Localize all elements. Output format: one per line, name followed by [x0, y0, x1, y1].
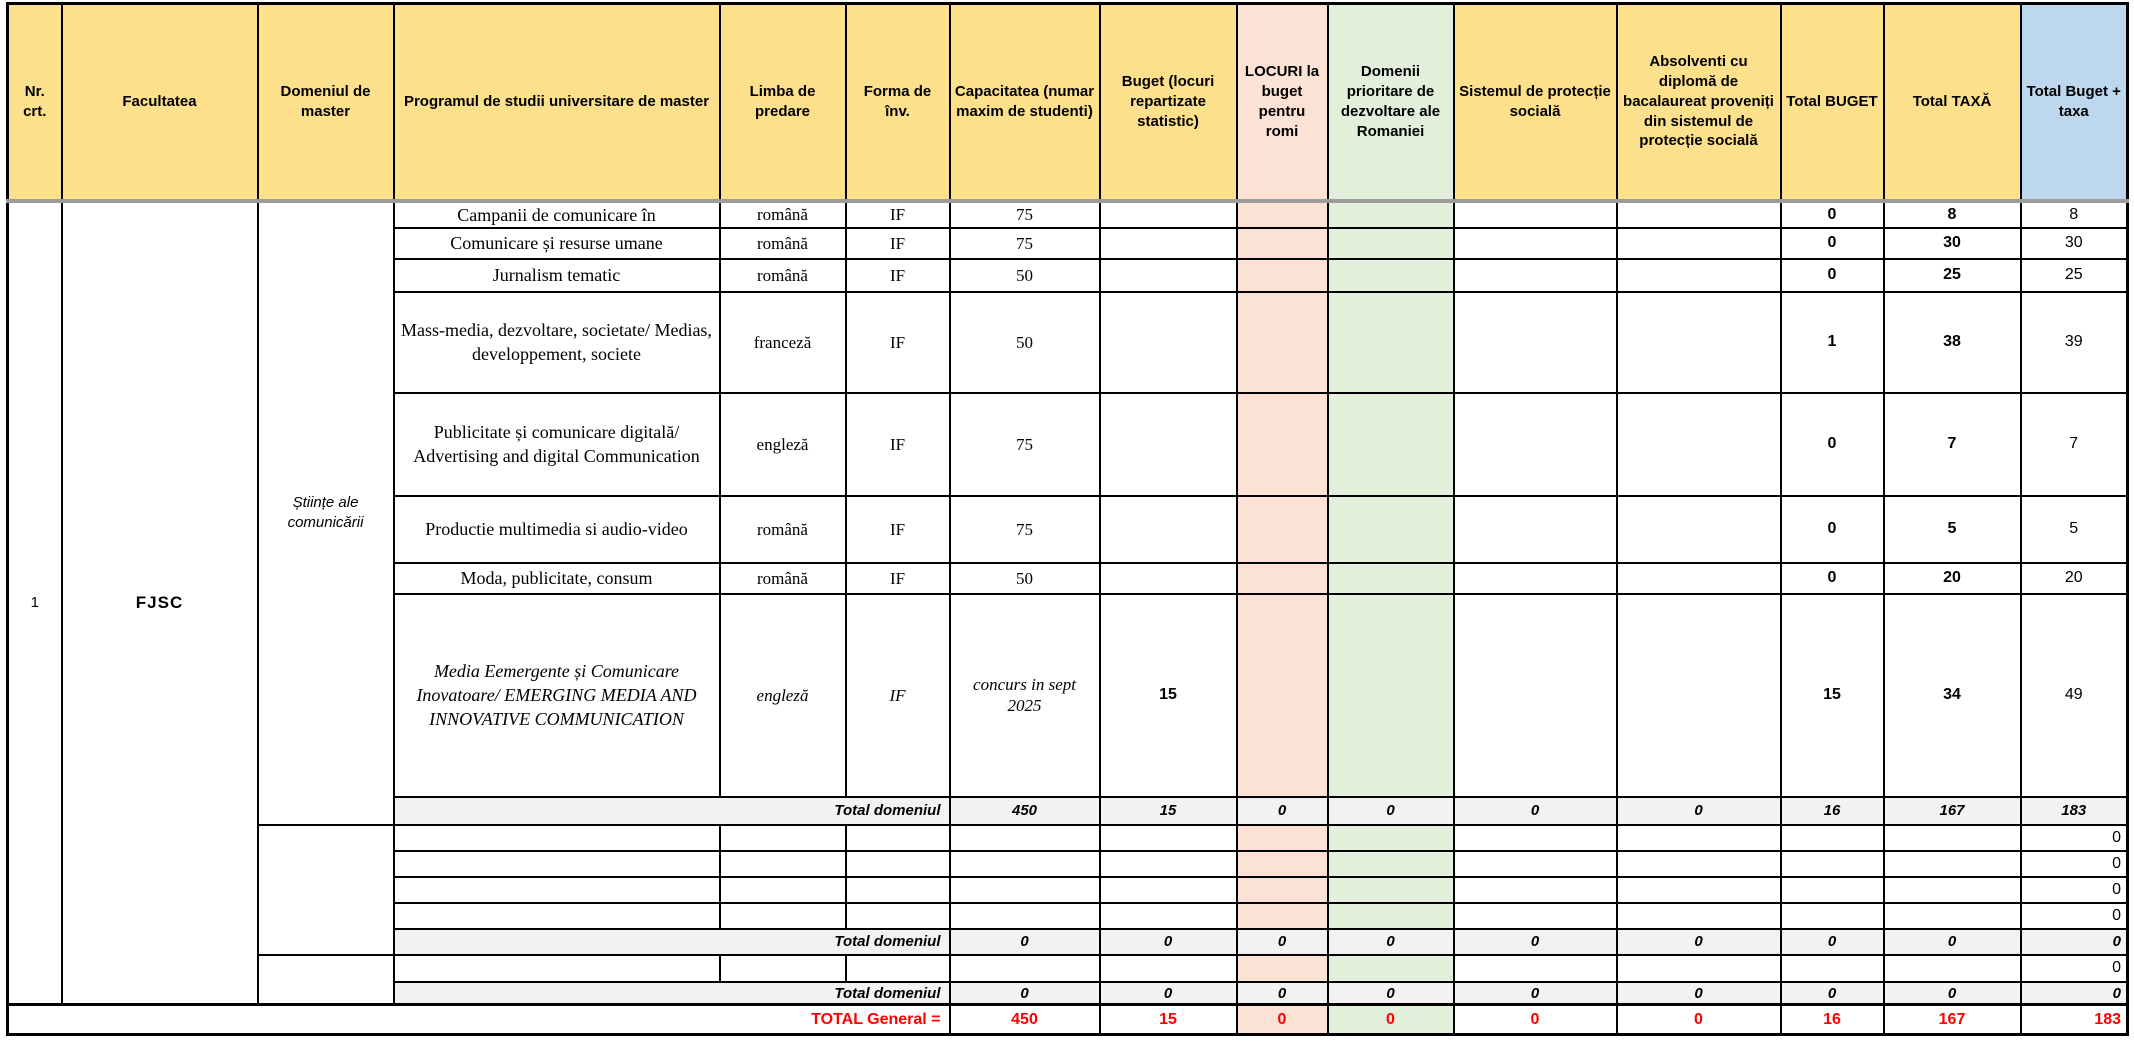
limba-cell[interactable]	[720, 877, 846, 903]
capacitate-cell[interactable]	[950, 903, 1100, 929]
program-cell[interactable]	[394, 851, 720, 877]
col-header-buget[interactable]: Buget (locuri repartizate statistic)	[1100, 4, 1237, 201]
forma-cell[interactable]: IF	[846, 292, 950, 393]
program-cell[interactable]: Jurnalism tematic	[394, 259, 720, 292]
absolventi-cell[interactable]	[1617, 228, 1781, 259]
total-buget-cell[interactable]: 0	[1781, 259, 1884, 292]
domeniu-cell[interactable]	[258, 825, 394, 955]
limba-cell[interactable]: română	[720, 228, 846, 259]
protectie-sociala-cell[interactable]	[1454, 228, 1617, 259]
program-row	[8, 201, 2128, 228]
total-buget-cell[interactable]	[1781, 825, 1884, 851]
col-header-facultatea[interactable]: Facultatea	[62, 4, 258, 201]
limba-cell[interactable]	[720, 851, 846, 877]
forma-cell[interactable]: IF	[846, 563, 950, 594]
protectie-sociala-cell[interactable]	[1454, 201, 1617, 228]
buget-cell[interactable]	[1100, 825, 1237, 851]
protectie-sociala-cell[interactable]	[1454, 496, 1617, 563]
total-buget-cell[interactable]: 0	[1781, 563, 1884, 594]
locuri-romi-cell[interactable]	[1237, 563, 1328, 594]
header-row	[8, 4, 2128, 201]
buget-cell[interactable]	[1100, 393, 1237, 496]
total-total-buget-cell[interactable]: 0	[1781, 982, 1884, 1005]
domenii-prioritare-cell[interactable]	[1328, 228, 1454, 259]
total-cell[interactable]: 0	[2021, 955, 2128, 982]
total-domeniul-label[interactable]: Total domeniul	[394, 929, 950, 955]
total-buget-col-cell[interactable]: 15	[1100, 797, 1237, 825]
total-protectie-cell[interactable]: 0	[1454, 982, 1617, 1005]
program-cell[interactable]	[394, 955, 720, 982]
domenii-prioritare-cell[interactable]	[1328, 496, 1454, 563]
total-taxa-cell[interactable]: 5	[1884, 496, 2021, 563]
protectie-sociala-cell[interactable]	[1454, 955, 1617, 982]
col-header-total-buget[interactable]: Total BUGET	[1781, 4, 1884, 201]
program-cell[interactable]	[394, 877, 720, 903]
domenii-prioritare-cell[interactable]	[1328, 851, 1454, 877]
forma-cell[interactable]	[846, 851, 950, 877]
buget-cell[interactable]	[1100, 228, 1237, 259]
total-buget-cell[interactable]: 1	[1781, 292, 1884, 393]
absolventi-cell[interactable]	[1617, 877, 1781, 903]
absolventi-cell[interactable]	[1617, 851, 1781, 877]
capacitate-cell[interactable]: 50	[950, 292, 1100, 393]
domenii-prioritare-cell[interactable]	[1328, 393, 1454, 496]
total-buget-cell[interactable]: 0	[1781, 228, 1884, 259]
total-capacitate-cell[interactable]: 450	[950, 797, 1100, 825]
total-taxa-cell[interactable]: 25	[1884, 259, 2021, 292]
domenii-prioritare-cell[interactable]	[1328, 201, 1454, 228]
locuri-romi-cell[interactable]	[1237, 201, 1328, 228]
total-total-buget-cell[interactable]: 0	[1781, 929, 1884, 955]
absolventi-cell[interactable]	[1617, 594, 1781, 797]
domeniu-cell[interactable]	[258, 955, 394, 1005]
locuri-romi-cell[interactable]	[1237, 851, 1328, 877]
protectie-sociala-cell[interactable]	[1454, 594, 1617, 797]
locuri-romi-cell[interactable]	[1237, 228, 1328, 259]
forma-cell[interactable]: IF	[846, 259, 950, 292]
total-cell[interactable]: 0	[2021, 903, 2128, 929]
total-taxa-cell[interactable]	[1884, 903, 2021, 929]
forma-cell[interactable]: IF	[846, 201, 950, 228]
limba-cell[interactable]: română	[720, 201, 846, 228]
absolventi-cell[interactable]	[1617, 563, 1781, 594]
total-buget-cell[interactable]: 0	[1781, 201, 1884, 228]
col-header-locuri-romi[interactable]: LOCURI la buget pentru romi	[1237, 4, 1328, 201]
domenii-prioritare-cell[interactable]	[1328, 563, 1454, 594]
grand-total-locuri-romi-cell[interactable]: 0	[1237, 1005, 1328, 1035]
total-locuri-romi-cell[interactable]: 0	[1237, 797, 1328, 825]
limba-cell[interactable]	[720, 903, 846, 929]
grand-total-row	[8, 1005, 2128, 1035]
protectie-sociala-cell[interactable]	[1454, 851, 1617, 877]
total-buget-cell[interactable]	[1781, 903, 1884, 929]
total-buget-cell[interactable]: 0	[1781, 496, 1884, 563]
total-domeniul-label[interactable]: Total domeniul	[394, 797, 950, 825]
limba-cell[interactable]	[720, 955, 846, 982]
absolventi-cell[interactable]	[1617, 825, 1781, 851]
limba-cell[interactable]: franceză	[720, 292, 846, 393]
total-cell[interactable]: 0	[2021, 825, 2128, 851]
buget-cell[interactable]	[1100, 259, 1237, 292]
facultatea-cell[interactable]: FJSC	[62, 201, 258, 1005]
grand-total-protectie-cell[interactable]: 0	[1454, 1005, 1617, 1035]
capacitate-cell[interactable]: 50	[950, 259, 1100, 292]
program-cell[interactable]: Moda, publicitate, consum	[394, 563, 720, 594]
capacitate-cell[interactable]: 75	[950, 393, 1100, 496]
total-total-taxa-cell[interactable]: 167	[1884, 797, 2021, 825]
capacitate-cell[interactable]: 75	[950, 228, 1100, 259]
domenii-prioritare-cell[interactable]	[1328, 903, 1454, 929]
capacitate-cell[interactable]	[950, 955, 1100, 982]
locuri-romi-cell[interactable]	[1237, 393, 1328, 496]
total-protectie-cell[interactable]: 0	[1454, 797, 1617, 825]
total-protectie-cell[interactable]: 0	[1454, 929, 1617, 955]
nr-crt-cell[interactable]: 1	[8, 201, 62, 1005]
forma-cell[interactable]: IF	[846, 228, 950, 259]
limba-cell[interactable]: română	[720, 563, 846, 594]
program-cell[interactable]: Mass-media, dezvoltare, societate/ Medias, developpement, societe	[394, 292, 720, 393]
domeniu-cell[interactable]: Științe ale comunicării	[258, 201, 394, 825]
locuri-romi-cell[interactable]	[1237, 594, 1328, 797]
grand-total-absolventi-cell[interactable]: 0	[1617, 1005, 1781, 1035]
col-header-total-buget-taxa[interactable]: Total Buget + taxa	[2021, 4, 2128, 201]
total-taxa-cell[interactable]: 8	[1884, 201, 2021, 228]
buget-cell[interactable]	[1100, 955, 1237, 982]
forma-cell[interactable]: IF	[846, 594, 950, 797]
total-total-cell[interactable]: 183	[2021, 797, 2128, 825]
domenii-prioritare-cell[interactable]	[1328, 955, 1454, 982]
limba-cell[interactable]: engleză	[720, 393, 846, 496]
col-header-domeniul[interactable]: Domeniul de master	[258, 4, 394, 201]
domenii-prioritare-cell[interactable]	[1328, 259, 1454, 292]
total-total-buget-cell[interactable]: 16	[1781, 797, 1884, 825]
total-total-cell[interactable]: 0	[2021, 929, 2128, 955]
total-taxa-cell[interactable]	[1884, 851, 2021, 877]
total-cell[interactable]: 5	[2021, 496, 2128, 563]
buget-cell[interactable]	[1100, 851, 1237, 877]
absolventi-cell[interactable]	[1617, 496, 1781, 563]
protectie-sociala-cell[interactable]	[1454, 393, 1617, 496]
col-header-absolventi[interactable]: Absolventi cu diplomă de bacalaureat proveniți din sistemul de protecție socială	[1617, 4, 1781, 201]
col-header-forma[interactable]: Forma de înv.	[846, 4, 950, 201]
total-buget-col-cell[interactable]: 0	[1100, 929, 1237, 955]
forma-cell[interactable]: IF	[846, 496, 950, 563]
protectie-sociala-cell[interactable]	[1454, 563, 1617, 594]
limba-cell[interactable]: română	[720, 496, 846, 563]
program-cell[interactable]	[394, 903, 720, 929]
locuri-romi-cell[interactable]	[1237, 825, 1328, 851]
total-domenii-prioritare-cell[interactable]: 0	[1328, 982, 1454, 1005]
limba-cell[interactable]	[720, 825, 846, 851]
program-cell[interactable]: Campanii de comunicare în	[394, 201, 720, 228]
absolventi-cell[interactable]	[1617, 903, 1781, 929]
program-cell[interactable]: Productie multimedia si audio-video	[394, 496, 720, 563]
grand-total-total-taxa-cell[interactable]: 167	[1884, 1005, 2021, 1035]
total-buget-col-cell[interactable]: 0	[1100, 982, 1237, 1005]
domenii-prioritare-cell[interactable]	[1328, 825, 1454, 851]
locuri-romi-cell[interactable]	[1237, 292, 1328, 393]
total-total-taxa-cell[interactable]: 0	[1884, 982, 2021, 1005]
buget-cell[interactable]	[1100, 201, 1237, 228]
total-cell[interactable]: 8	[2021, 201, 2128, 228]
total-buget-cell[interactable]: 0	[1781, 393, 1884, 496]
total-taxa-cell[interactable]	[1884, 955, 2021, 982]
total-taxa-cell[interactable]: 38	[1884, 292, 2021, 393]
protectie-sociala-cell[interactable]	[1454, 877, 1617, 903]
program-cell[interactable]	[394, 825, 720, 851]
total-cell[interactable]: 0	[2021, 851, 2128, 877]
col-header-limba[interactable]: Limba de predare	[720, 4, 846, 201]
empty-program-row	[8, 825, 2128, 851]
total-cell[interactable]: 20	[2021, 563, 2128, 594]
forma-cell[interactable]: IF	[846, 393, 950, 496]
total-domenii-prioritare-cell[interactable]: 0	[1328, 797, 1454, 825]
locuri-romi-cell[interactable]	[1237, 903, 1328, 929]
capacitate-cell[interactable]: concurs in sept 2025	[950, 594, 1100, 797]
total-absolventi-cell[interactable]: 0	[1617, 982, 1781, 1005]
total-taxa-cell[interactable]: 34	[1884, 594, 2021, 797]
total-capacitate-cell[interactable]: 0	[950, 982, 1100, 1005]
domenii-prioritare-cell[interactable]	[1328, 594, 1454, 797]
total-cell[interactable]: 0	[2021, 877, 2128, 903]
total-taxa-cell[interactable]	[1884, 877, 2021, 903]
col-header-program[interactable]: Programul de studii universitare de master	[394, 4, 720, 201]
locuri-romi-cell[interactable]	[1237, 877, 1328, 903]
capacitate-cell[interactable]: 75	[950, 496, 1100, 563]
absolventi-cell[interactable]	[1617, 292, 1781, 393]
grand-total-domenii-prioritare-cell[interactable]: 0	[1328, 1005, 1454, 1035]
limba-cell[interactable]: română	[720, 259, 846, 292]
program-cell[interactable]: Media Eemergente și Comunicare Inovatoare/ EMERGING MEDIA AND INNOVATIVE COMMUNICATION	[394, 594, 720, 797]
program-cell[interactable]: Comunicare și resurse umane	[394, 228, 720, 259]
buget-cell[interactable]	[1100, 877, 1237, 903]
locuri-romi-cell[interactable]	[1237, 955, 1328, 982]
absolventi-cell[interactable]	[1617, 955, 1781, 982]
total-taxa-cell[interactable]: 30	[1884, 228, 2021, 259]
buget-cell[interactable]	[1100, 292, 1237, 393]
total-locuri-romi-cell[interactable]: 0	[1237, 982, 1328, 1005]
total-domeniul-label[interactable]: Total domeniul	[394, 982, 950, 1005]
protectie-sociala-cell[interactable]	[1454, 259, 1617, 292]
grand-total-total-cell[interactable]: 183	[2021, 1005, 2128, 1035]
total-cell[interactable]: 49	[2021, 594, 2128, 797]
col-header-protectie-sociala[interactable]: Sistemul de protecție socială	[1454, 4, 1617, 201]
locuri-romi-cell[interactable]	[1237, 259, 1328, 292]
forma-cell[interactable]	[846, 955, 950, 982]
total-taxa-cell[interactable]	[1884, 825, 2021, 851]
empty-program-row	[8, 955, 2128, 982]
grand-total-buget-cell[interactable]: 15	[1100, 1005, 1237, 1035]
spreadsheet-area	[6, 2, 2129, 1036]
protectie-sociala-cell[interactable]	[1454, 292, 1617, 393]
locuri-romi-cell[interactable]	[1237, 496, 1328, 563]
total-buget-cell[interactable]	[1781, 877, 1884, 903]
absolventi-cell[interactable]	[1617, 393, 1781, 496]
program-cell[interactable]: Publicitate și comunicare digitală/ Advertising and digital Communication	[394, 393, 720, 496]
limba-cell[interactable]: engleză	[720, 594, 846, 797]
absolventi-cell[interactable]	[1617, 259, 1781, 292]
total-buget-cell[interactable]	[1781, 955, 1884, 982]
col-header-domenii-prioritare[interactable]: Domenii prioritare de dezvoltare ale Romaniei	[1328, 4, 1454, 201]
total-domenii-prioritare-cell[interactable]: 0	[1328, 929, 1454, 955]
capacitate-cell[interactable]	[950, 825, 1100, 851]
buget-cell[interactable]	[1100, 563, 1237, 594]
total-absolventi-cell[interactable]: 0	[1617, 929, 1781, 955]
master-programs-table	[6, 2, 2129, 1036]
buget-cell[interactable]	[1100, 903, 1237, 929]
domenii-prioritare-cell[interactable]	[1328, 292, 1454, 393]
total-total-cell[interactable]: 0	[2021, 982, 2128, 1005]
absolventi-cell[interactable]	[1617, 201, 1781, 228]
total-taxa-cell[interactable]: 7	[1884, 393, 2021, 496]
capacitate-cell[interactable]	[950, 877, 1100, 903]
col-header-capacitate[interactable]: Capacitatea (numar maxim de studenti)	[950, 4, 1100, 201]
grand-total-capacitate-cell[interactable]: 450	[950, 1005, 1100, 1035]
total-locuri-romi-cell[interactable]: 0	[1237, 929, 1328, 955]
capacitate-cell[interactable]	[950, 851, 1100, 877]
total-cell[interactable]: 7	[2021, 393, 2128, 496]
total-cell[interactable]: 25	[2021, 259, 2128, 292]
grand-total-total-buget-cell[interactable]: 16	[1781, 1005, 1884, 1035]
forma-cell[interactable]	[846, 877, 950, 903]
total-cell[interactable]: 30	[2021, 228, 2128, 259]
total-capacitate-cell[interactable]: 0	[950, 929, 1100, 955]
total-buget-cell[interactable]: 15	[1781, 594, 1884, 797]
total-absolventi-cell[interactable]: 0	[1617, 797, 1781, 825]
total-total-taxa-cell[interactable]: 0	[1884, 929, 2021, 955]
grand-total-label[interactable]: TOTAL General =	[8, 1005, 950, 1035]
col-header-nr[interactable]: Nr. crt.	[8, 4, 62, 201]
capacitate-cell[interactable]: 75	[950, 201, 1100, 228]
buget-cell[interactable]	[1100, 496, 1237, 563]
buget-cell[interactable]: 15	[1100, 594, 1237, 797]
forma-cell[interactable]	[846, 825, 950, 851]
forma-cell[interactable]	[846, 903, 950, 929]
capacitate-cell[interactable]: 50	[950, 563, 1100, 594]
total-cell[interactable]: 39	[2021, 292, 2128, 393]
domenii-prioritare-cell[interactable]	[1328, 877, 1454, 903]
total-taxa-cell[interactable]: 20	[1884, 563, 2021, 594]
protectie-sociala-cell[interactable]	[1454, 825, 1617, 851]
col-header-total-taxa[interactable]: Total TAXĂ	[1884, 4, 2021, 201]
protectie-sociala-cell[interactable]	[1454, 903, 1617, 929]
total-buget-cell[interactable]	[1781, 851, 1884, 877]
